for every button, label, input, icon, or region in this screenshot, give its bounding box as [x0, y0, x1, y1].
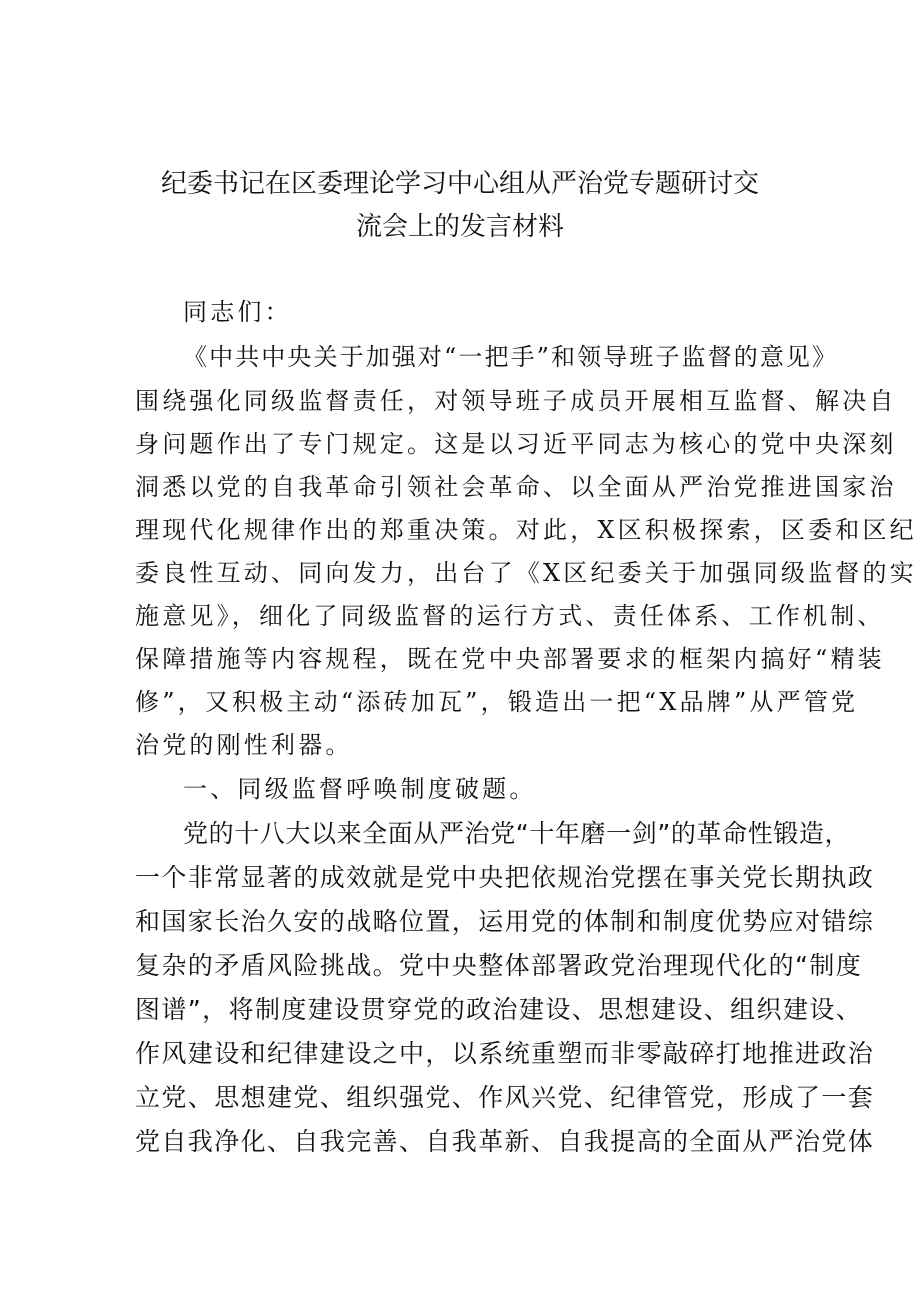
paragraph-2-line: 复杂的矛盾风险挑战。党中央整体部署政党治理现代化的“制度 [135, 951, 863, 980]
paragraph-2-line: 党的十八大以来全面从严治党“十年磨一剑”的革命性锻造， [183, 819, 851, 848]
paragraph-1-line: 委良性互动、同向发力，出台了《X区纪委关于加强同级监督的实 [135, 559, 917, 587]
document-title-line-2: 流会上的发言材料 [355, 212, 564, 242]
document-title-line-1: 纪委书记在区委理论学习中心组从严治党专题研讨交 [160, 169, 759, 199]
paragraph-1-line: 保障措施等内容规程，既在党中央部署要求的框架内搞好“精装 [135, 645, 885, 673]
paragraph-1-line: 治党的刚性利器。 [135, 731, 353, 759]
paragraph-1-line: 理现代化规律作出的郑重决策。对此，X区积极探索，区委和区纪 [135, 516, 917, 544]
paragraph-2-line: 和国家长治久安的战略位置，运用党的体制和制度优势应对错综 [135, 907, 875, 936]
paragraph-1-line: 施意见》，细化了同级监督的运行方式、责任体系、工作机制、 [135, 602, 885, 630]
paragraph-1-line: 《中共中央关于加强对“一把手”和领导班子监督的意见》 [183, 343, 839, 371]
salutation: 同志们： [183, 298, 292, 326]
paragraph-2-line: 作风建设和纪律建设之中，以系统重塑而非零敲碎打地推进政治 [135, 1039, 875, 1068]
paragraph-2-line: 图谱”，将制度建设贯穿党的政治建设、思想建设、组织建设、 [135, 995, 863, 1024]
paragraph-1-line: 修”，又积极主动“添砖加瓦”，锻造出一把“X品牌”从严管党 [135, 688, 859, 716]
paragraph-1-line: 围绕强化同级监督责任，对领导班子成员开展相互监督、解决自 [135, 387, 897, 415]
paragraph-1-line: 洞悉以党的自我革命引领社会革命、以全面从严治党推进国家治 [135, 473, 897, 501]
paragraph-2-line: 党自我净化、自我完善、自我革新、自我提高的全面从严治党体 [135, 1127, 875, 1156]
paragraph-2-line: 一个非常显著的成效就是党中央把依规治党摆在事关党长期执政 [135, 863, 875, 892]
paragraph-1-line: 身问题作出了专门规定。这是以习近平同志为核心的党中央深刻 [135, 430, 897, 458]
paragraph-2-line: 立党、思想建党、组织强党、作风兴党、纪律管党，形成了一套 [135, 1083, 875, 1112]
section-heading-1: 一、同级监督呼唤制度破题。 [183, 775, 537, 803]
